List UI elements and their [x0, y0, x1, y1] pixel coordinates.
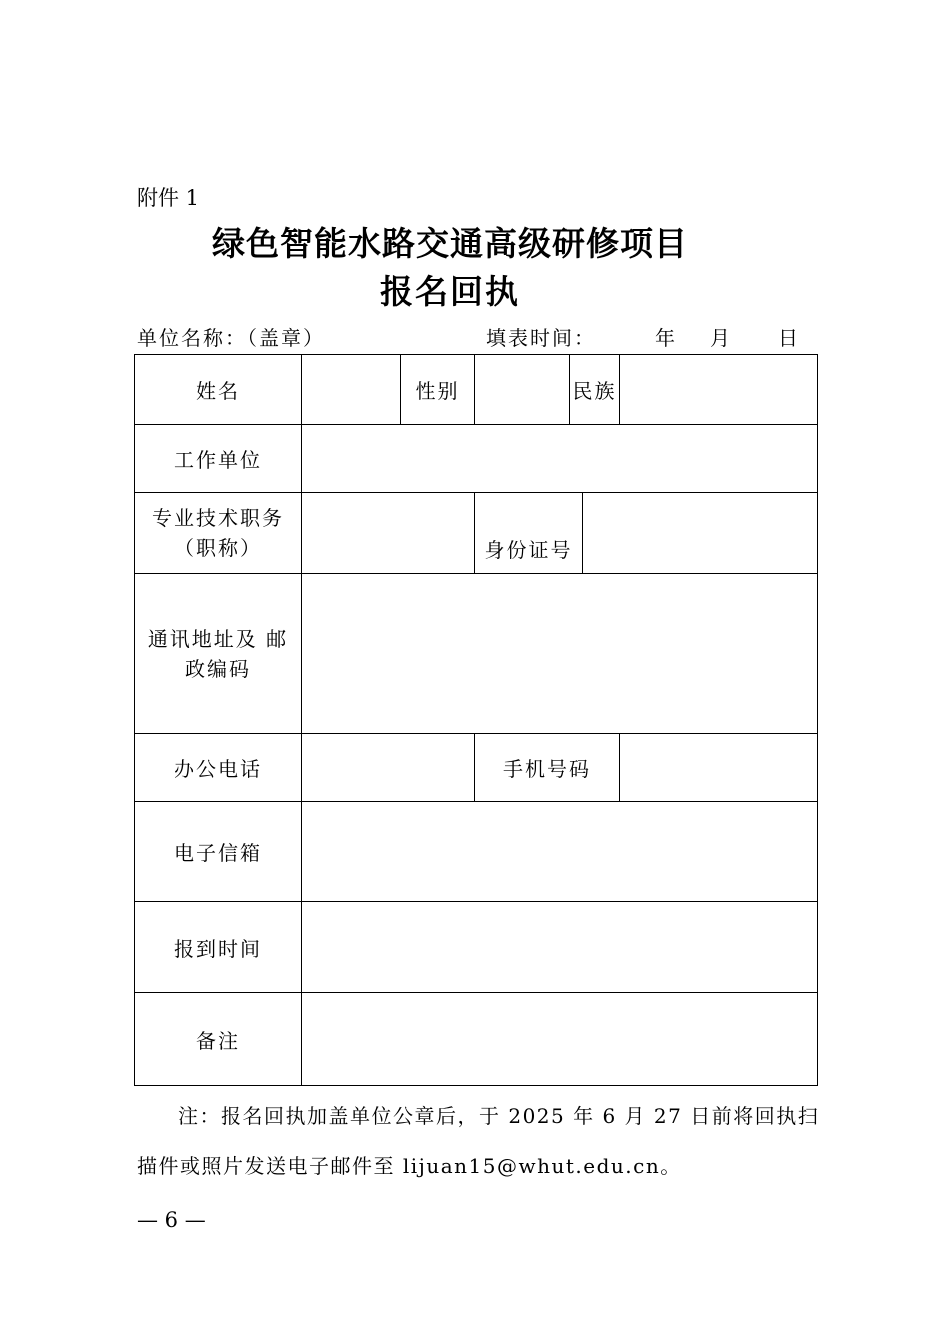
attachment-label: 附件 1 [137, 186, 200, 210]
id-number-field[interactable] [583, 493, 818, 574]
address-line2: 政编码 [185, 656, 251, 681]
document-title: 绿色智能水路交通高级研修项目 [212, 224, 688, 263]
note-line1: 注：报名回执加盖单位公章后，于 2025 年 6 月 27 日前将回执扫 [178, 1104, 820, 1128]
name-label: 姓名 [135, 355, 302, 425]
address-field[interactable] [302, 574, 818, 734]
ethnicity-label: 民族 [570, 355, 620, 425]
office-phone-field[interactable] [302, 734, 475, 802]
document-subtitle: 报名回执 [380, 272, 520, 311]
ethnicity-field[interactable] [620, 355, 818, 425]
workplace-label: 工作单位 [135, 425, 302, 493]
professional-title-label [135, 493, 302, 574]
month-label: 月 [710, 326, 730, 350]
office-phone-label: 办公电话 [135, 734, 302, 802]
remarks-label: 备注 [135, 993, 302, 1086]
day-label: 日 [778, 326, 798, 350]
year-label: 年 [655, 326, 675, 350]
id-number-label: 身份证号 [475, 493, 583, 574]
fill-date-label: 填表时间： [486, 326, 596, 350]
address-label [135, 574, 302, 734]
page-number: — 6 — [137, 1208, 206, 1232]
gender-label: 性别 [401, 355, 475, 425]
email-label: 电子信箱 [135, 802, 302, 902]
arrival-time-field[interactable] [302, 902, 818, 993]
address-line1: 通讯地址及 邮 [147, 626, 289, 651]
professional-title-line1: 专业技术职务 [152, 506, 284, 530]
mobile-field[interactable] [620, 734, 818, 802]
workplace-field[interactable] [302, 425, 818, 493]
remarks-field[interactable] [302, 993, 818, 1086]
professional-title-line2: （职称） [174, 536, 262, 560]
unit-name-label: 单位名称：（盖章） [137, 326, 325, 350]
email-field[interactable] [302, 802, 818, 902]
note-line2: 描件或照片发送电子邮件至 lijuan15@whut.edu.cn。 [137, 1154, 682, 1178]
professional-title-field[interactable] [302, 493, 475, 574]
arrival-time-label: 报到时间 [135, 902, 302, 993]
gender-field[interactable] [475, 355, 570, 425]
mobile-label: 手机号码 [475, 734, 620, 802]
registration-form-table [134, 354, 818, 1086]
name-field[interactable] [302, 355, 401, 425]
